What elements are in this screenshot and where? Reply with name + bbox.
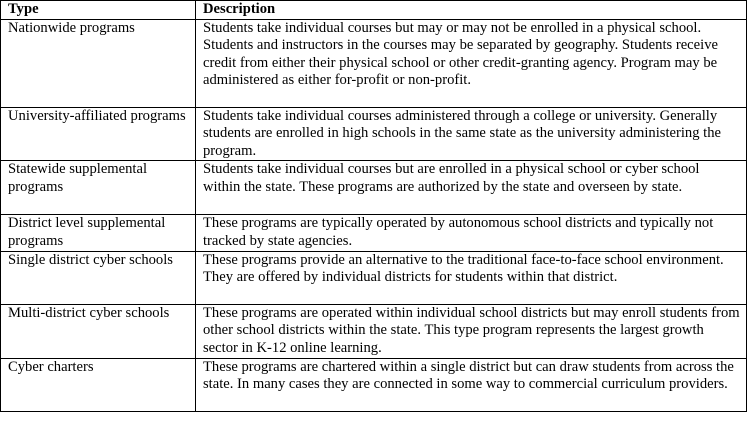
table-row: [1, 19, 747, 107]
table-row: [1, 107, 747, 161]
description-cell: Students take individual courses but are enrolled in a physical school or cyber school within the state. These programs are authorized by the state and overseen by state.: [196, 161, 747, 215]
table-row: [1, 161, 747, 215]
table-row: [1, 251, 747, 304]
table-header-row: [1, 1, 747, 20]
type-cell: University-affiliated programs: [1, 107, 196, 161]
description-cell: These programs provide an alternative to the traditional face-to-face school environment. They are offered by individual districts for students within that district.: [196, 251, 747, 304]
description-cell: Students take individual courses but may or may not be enrolled in a physical school. Students and instructors in the courses may be separated by geography. Students receive credit from either their physical school or other credit-granting agency. Program may be administered as either for-profit or non-profit.: [196, 19, 747, 107]
table-row: [1, 304, 747, 358]
table-row: [1, 358, 747, 411]
type-cell: Statewide supplemental programs: [1, 161, 196, 215]
type-cell: Single district cyber schools: [1, 251, 196, 304]
type-cell: District level supplemental programs: [1, 215, 196, 251]
description-cell: Students take individual courses administered through a college or university. Generally students are enrolled in high schools in the same state as the university administering the program.: [196, 107, 747, 161]
table-row: [1, 215, 747, 251]
description-column-header: Description: [196, 1, 747, 20]
type-cell: Nationwide programs: [1, 19, 196, 107]
description-cell: These programs are operated within individual school districts but may enroll students from other school districts within the state. This type program represents the largest growth sector in K-12 online learning.: [196, 304, 747, 358]
description-cell: These programs are typically operated by autonomous school districts and typically not tracked by state agencies.: [196, 215, 747, 251]
type-cell: Multi-district cyber schools: [1, 304, 196, 358]
type-column-header: Type: [1, 1, 196, 20]
description-cell: These programs are chartered within a single district but can draw students from across the state. In many cases they are connected in some way to commercial curriculum providers.: [196, 358, 747, 411]
type-cell: Cyber charters: [1, 358, 196, 411]
